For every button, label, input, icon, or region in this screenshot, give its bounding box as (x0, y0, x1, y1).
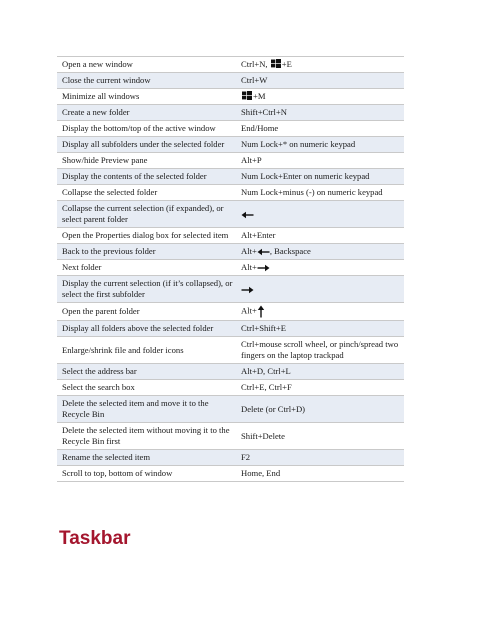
action-cell: Select the address bar (62, 366, 137, 376)
shortcut-cell (238, 450, 404, 465)
shortcut-text: Ctrl+W (241, 75, 268, 85)
up-arrow-icon (257, 305, 265, 315)
action-cell: Display the contents of the selected folder (62, 171, 207, 181)
shortcut-text: End/Home (241, 123, 279, 133)
action-cell: Show/hide Preview pane (62, 155, 148, 165)
table-row (57, 56, 404, 72)
shortcut-table (57, 56, 404, 482)
left-arrow-icon (241, 209, 254, 219)
shortcut-text: Alt+Enter (241, 230, 276, 240)
shortcut-cell (238, 321, 404, 336)
action-cell: Open the Properties dialog box for selected item (62, 230, 229, 240)
table-row (57, 200, 404, 227)
left-arrow-icon (257, 246, 270, 256)
action-cell: Open the parent folder (62, 306, 140, 316)
shortcut-cell (238, 466, 404, 481)
table-row (57, 363, 404, 379)
shortcut-text: Alt+P (241, 155, 262, 165)
right-arrow-icon (241, 284, 254, 294)
action-cell: Back to the previous folder (62, 246, 156, 256)
table-row (57, 168, 404, 184)
shortcut-text: Num Lock+minus (-) on numeric keypad (241, 187, 383, 197)
table-row (57, 379, 404, 395)
table-row (57, 184, 404, 200)
action-cell: Display all subfolders under the selected folder (62, 139, 225, 149)
shortcut-text: Delete (or Ctrl+D) (241, 403, 306, 414)
windows-logo-icon (270, 59, 282, 69)
shortcut-cell (238, 282, 404, 297)
shortcut-cell (238, 121, 404, 136)
shortcut-cell (238, 169, 404, 184)
shortcut-text: Home, End (241, 468, 281, 478)
table-row (57, 336, 404, 363)
action-cell: Close the current window (62, 75, 151, 85)
action-cell: Display the current selection (if it’s collapsed), or select the first subfolder (62, 278, 233, 299)
table-row (57, 422, 404, 449)
shortcut-cell (238, 73, 404, 88)
shortcut-text: Ctrl+N, (241, 59, 270, 69)
action-cell: Next folder (62, 262, 102, 272)
shortcut-text: Alt+ (241, 262, 257, 272)
table-row (57, 320, 404, 336)
shortcut-cell (238, 429, 404, 444)
table-row (57, 449, 404, 465)
action-cell: Display all folders above the selected folder (62, 323, 214, 333)
table-row (57, 152, 404, 168)
table-row (57, 275, 404, 302)
shortcut-cell (238, 137, 404, 152)
right-arrow-icon (257, 262, 270, 272)
table-row (57, 302, 404, 320)
action-cell: Open a new window (62, 59, 133, 69)
table-row (57, 395, 404, 422)
table-row (57, 72, 404, 88)
action-cell: Delete the selected item without moving it to the Recycle Bin first (62, 425, 230, 446)
shortcut-text: Ctrl+E, Ctrl+F (241, 382, 292, 392)
shortcut-text: F2 (241, 452, 251, 462)
shortcut-text: Shift+Delete (241, 430, 285, 441)
shortcut-cell (238, 402, 404, 417)
shortcut-text: Alt+D, Ctrl+L (241, 366, 291, 376)
shortcut-text: Alt+ (241, 305, 257, 316)
windows-logo-icon (241, 91, 253, 101)
shortcut-cell (238, 153, 404, 168)
section-heading: Taskbar (59, 528, 131, 549)
table-row (57, 136, 404, 152)
shortcut-cell (238, 364, 404, 379)
action-cell: Collapse the current selection (if expanded), or select parent folder (62, 203, 224, 224)
action-cell: Rename the selected item (62, 452, 151, 462)
shortcut-cell (238, 337, 404, 363)
shortcut-text: Ctrl+mouse scroll wheel, or pinch/spread two fingers on the laptop trackpad (241, 339, 399, 360)
shortcut-text: Shift+Ctrl+N (241, 107, 287, 117)
action-cell: Create a new folder (62, 107, 130, 117)
shortcut-suffix: , Backspace (269, 246, 311, 256)
table-row (57, 243, 404, 259)
shortcut-suffix: +M (253, 91, 266, 101)
action-cell: Scroll to top, bottom of window (62, 468, 173, 478)
shortcut-cell (238, 57, 404, 72)
table-row (57, 465, 404, 482)
action-cell: Display the bottom/top of the active window (62, 123, 216, 133)
shortcut-text: Ctrl+Shift+E (241, 323, 287, 333)
action-cell: Select the search box (62, 382, 135, 392)
shortcut-cell (238, 303, 404, 320)
table-row (57, 227, 404, 243)
shortcut-cell (238, 260, 404, 275)
shortcut-cell (238, 89, 404, 104)
table-row (57, 120, 404, 136)
shortcut-cell (238, 105, 404, 120)
shortcut-cell (238, 185, 404, 200)
action-cell: Delete the selected item and move it to the Recycle Bin (62, 398, 209, 419)
shortcut-suffix: +E (281, 59, 292, 69)
shortcut-cell (238, 380, 404, 395)
shortcut-cell (238, 207, 404, 222)
action-cell: Minimize all windows (62, 91, 140, 101)
table-row (57, 259, 404, 275)
action-cell: Collapse the selected folder (62, 187, 158, 197)
action-cell: Enlarge/shrink file and folder icons (62, 344, 184, 355)
shortcut-cell (238, 244, 404, 259)
table-row (57, 88, 404, 104)
shortcut-text: Num Lock+Enter on numeric keypad (241, 171, 370, 181)
shortcut-text: Num Lock+* on numeric keypad (241, 139, 356, 149)
table-row (57, 104, 404, 120)
shortcut-text: Alt+ (241, 246, 257, 256)
shortcut-cell (238, 228, 404, 243)
